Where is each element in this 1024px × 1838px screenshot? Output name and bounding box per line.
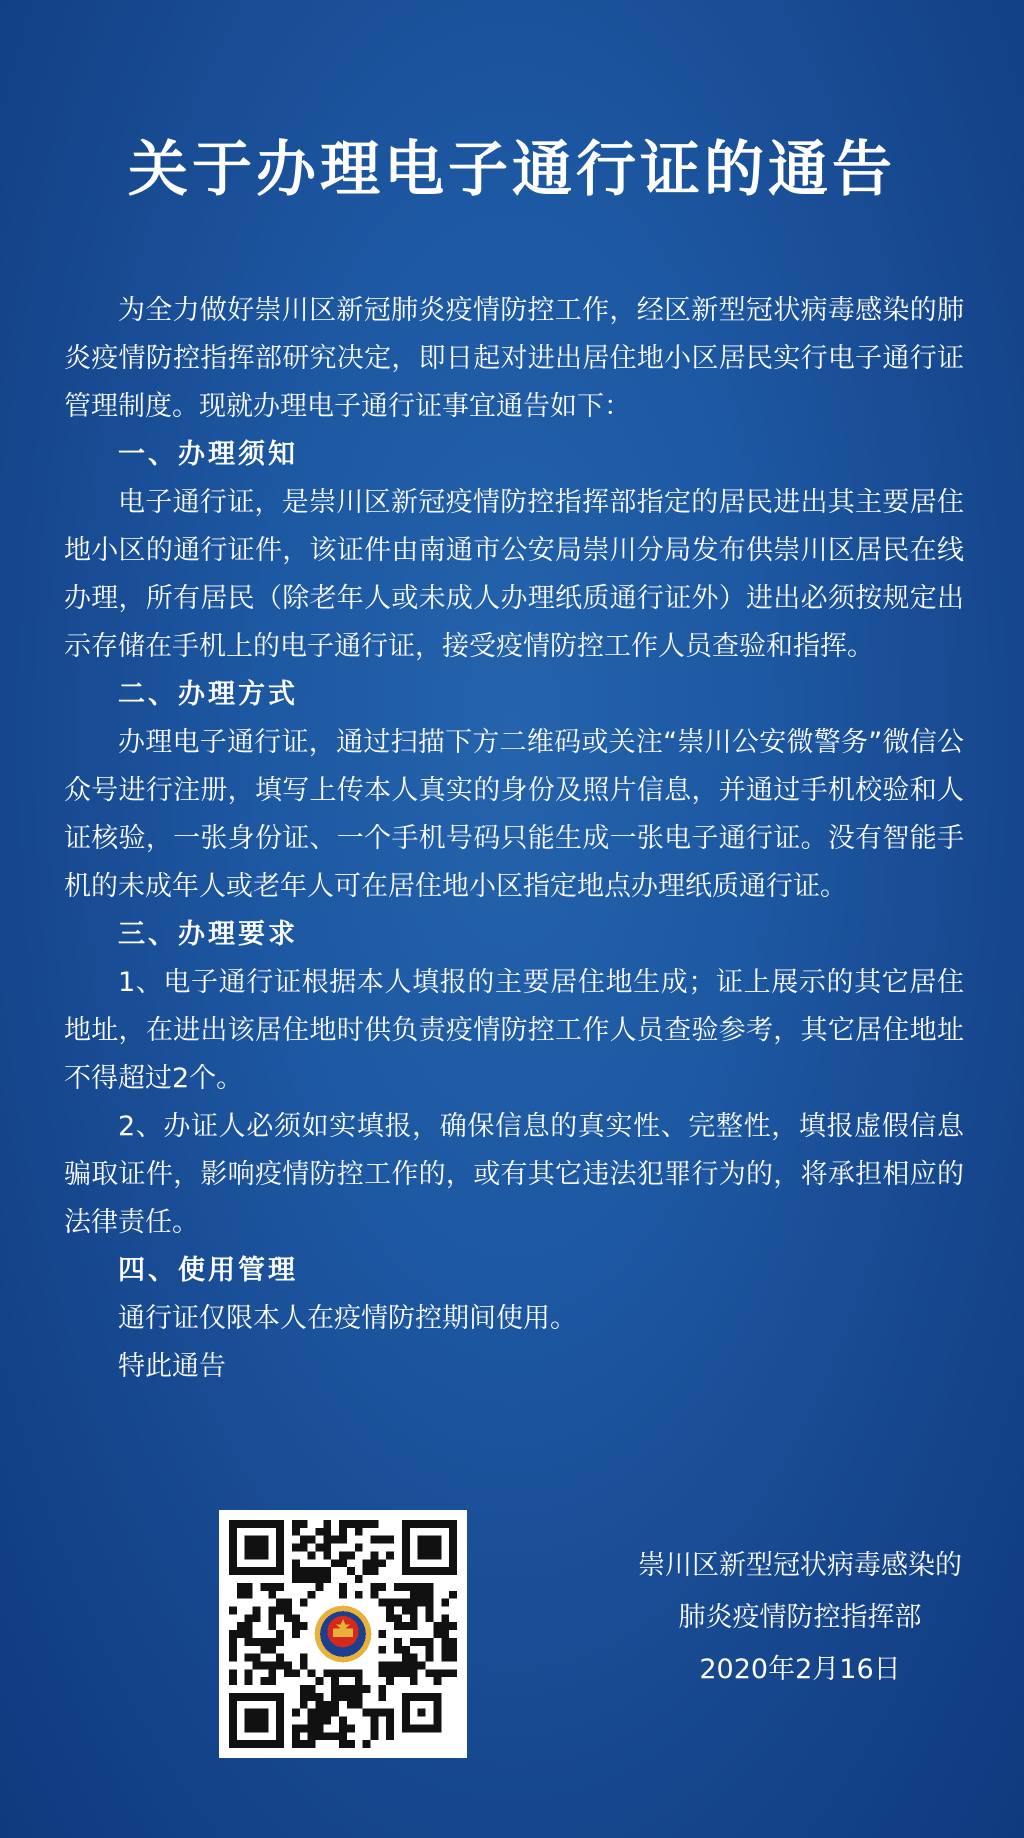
section-heading-requirements-notice: 一、办理须知 bbox=[118, 439, 298, 470]
qr-code-icon[interactable] bbox=[219, 1510, 467, 1758]
section-3-paragraph-2: 2、办证人必须如实填报，确保信息的真实性、完整性，填报虚假信息骗取证件，影响疫情防控工作的，或有其它违法犯罪行为的，将承担相应的法律责任。 bbox=[64, 1111, 964, 1238]
usage-line: 通行证仅限本人在疫情防控期间使用。 bbox=[118, 1303, 577, 1334]
qr-code-graphic bbox=[229, 1520, 457, 1748]
page-title: 关于办理电子通行证的通告 bbox=[128, 135, 896, 205]
intro-paragraph: 为全力做好崇川区新冠肺炎疫情防控工作，经区新型冠状病毒感染的肺炎疫情防控指挥部研究决定，即日起对进出居住地小区居民实行电子通行证管理制度。现就办理电子通行证事宜通告如下： bbox=[64, 295, 964, 422]
section-heading-method: 二、办理方式 bbox=[118, 679, 298, 710]
section-1-paragraph: 电子通行证，是崇川区新冠疫情防控指挥部指定的居民进出其主要居住地小区的通行证件，该证件由南通市公安局崇川分局发布供崇川区居民在线办理，所有居民（除老年人或未成人办理纸质通行证外）进出必须按规定出示存储在手机上的电子通行证，接受疫情防控工作人员查验和指挥。 bbox=[64, 487, 964, 662]
section-heading-requirements: 三、办理要求 bbox=[118, 919, 298, 950]
section-2-paragraph: 办理电子通行证，通过扫描下方二维码或关注“崇川公安微警务”微信公众号进行注册，填写上传本人真实的身份及照片信息，并通过手机校验和人证核验，一张身份证、一个手机号码只能生成一张电子通行证。没有智能手机的未成年人或老年人可在居住地小区指定地点办理纸质通行证。 bbox=[64, 727, 964, 902]
police-emblem-icon bbox=[312, 1603, 375, 1666]
signature-block bbox=[580, 1540, 1020, 1696]
signature-org-line-2: 肺炎疫情防控指挥部 bbox=[678, 1602, 922, 1633]
notice-body bbox=[64, 287, 964, 1391]
section-heading-usage: 四、使用管理 bbox=[118, 1255, 298, 1286]
section-3-paragraph-1: 1、电子通行证根据本人填报的主要居住地生成；证上展示的其它居住地址，在进出该居住地时供负责疫情防控工作人员查验参考，其它居住地址不得超过2个。 bbox=[64, 967, 964, 1094]
signature-org-line-1: 崇川区新型冠状病毒感染的 bbox=[638, 1550, 962, 1581]
closing-line: 特此通告 bbox=[118, 1351, 226, 1382]
signature-date: 2020年2月16日 bbox=[699, 1654, 901, 1685]
